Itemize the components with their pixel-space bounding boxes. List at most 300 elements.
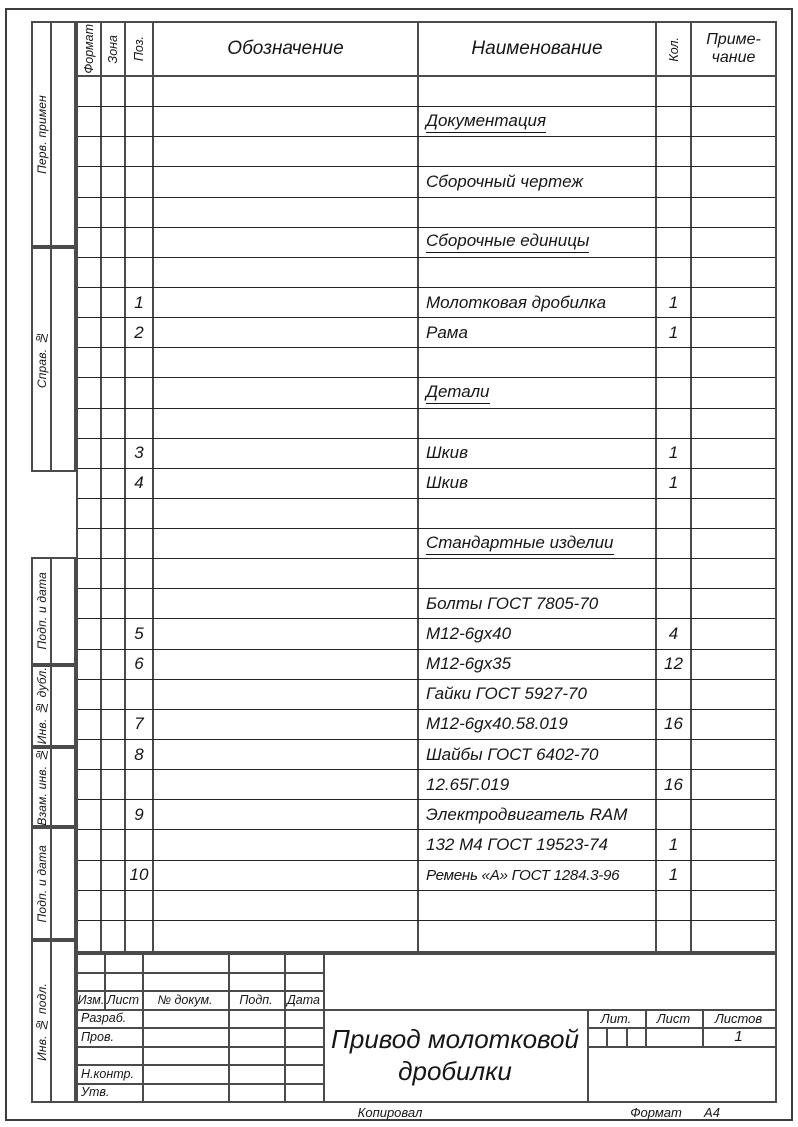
cell-zone xyxy=(102,921,126,951)
sidebar-box-7 xyxy=(31,940,76,1103)
rev-header-podp xyxy=(228,990,284,1009)
cell-designation xyxy=(154,770,419,799)
cell-note xyxy=(692,439,775,468)
pos-text: 6 xyxy=(134,654,144,674)
qty-text: 16 xyxy=(664,714,683,734)
cell-note xyxy=(692,650,775,679)
cell-designation xyxy=(154,619,419,648)
sidebar-label: Подп. и дата xyxy=(34,844,49,923)
cell-note xyxy=(692,167,775,196)
pos-text: 2 xyxy=(134,322,144,342)
cell-pos xyxy=(126,348,154,377)
cell-zone xyxy=(102,198,126,227)
cell-zone xyxy=(102,439,126,468)
sheet-header xyxy=(645,1009,702,1027)
cell-qty xyxy=(657,921,692,951)
cell-qty xyxy=(657,469,692,498)
cell-designation xyxy=(154,167,419,196)
cell-pos xyxy=(126,710,154,739)
cell-designation xyxy=(154,258,419,287)
cell-pos xyxy=(126,680,154,709)
cell-format xyxy=(78,830,102,859)
column-header-zone: Зона xyxy=(106,34,120,64)
lit-header-text: Лит. xyxy=(600,1010,632,1026)
sidebar-box-4 xyxy=(31,665,76,747)
qty-text: 4 xyxy=(668,624,679,644)
cell-name xyxy=(419,439,657,468)
cell-name xyxy=(419,861,657,890)
spec-row-19 xyxy=(78,619,775,649)
cell-qty xyxy=(657,800,692,829)
cell-qty xyxy=(657,258,692,287)
cell-pos xyxy=(126,258,154,287)
name-text: Молотковая дробилка xyxy=(426,292,607,312)
column-header-pos-cell xyxy=(126,23,154,75)
cell-zone xyxy=(102,499,126,528)
spec-row-21 xyxy=(78,680,775,710)
cell-format xyxy=(78,680,102,709)
rev-header-izm xyxy=(78,990,104,1009)
cell-zone xyxy=(102,800,126,829)
sidebar-box-2 xyxy=(31,247,76,472)
cell-name xyxy=(419,619,657,648)
cell-name xyxy=(419,288,657,317)
pos-text: 4 xyxy=(134,473,144,493)
spec-row-20 xyxy=(78,650,775,680)
cell-pos xyxy=(126,439,154,468)
cell-note xyxy=(692,499,775,528)
cell-note xyxy=(692,619,775,648)
cell-designation xyxy=(154,800,419,829)
cell-pos xyxy=(126,228,154,257)
cell-zone xyxy=(102,137,126,166)
cell-pos xyxy=(126,559,154,588)
column-header-pos: Поз. xyxy=(132,36,146,62)
rev-header-docnum xyxy=(142,990,228,1009)
cell-zone xyxy=(102,619,126,648)
spec-row-6 xyxy=(78,228,775,258)
spec-row-2 xyxy=(78,107,775,137)
cell-format xyxy=(78,589,102,618)
cell-note xyxy=(692,288,775,317)
spec-row-7 xyxy=(78,258,775,288)
cell-name xyxy=(419,800,657,829)
cell-note xyxy=(692,348,775,377)
table-header-row xyxy=(78,23,775,77)
cell-qty xyxy=(657,529,692,558)
cell-designation xyxy=(154,891,419,920)
cell-format xyxy=(78,107,102,136)
cell-note xyxy=(692,680,775,709)
column-header-zone-cell xyxy=(102,23,126,75)
spec-row-29 xyxy=(78,921,775,951)
title-block xyxy=(76,953,777,1103)
spec-row-22 xyxy=(78,710,775,740)
cell-pos xyxy=(126,288,154,317)
pos-text: 10 xyxy=(129,865,149,885)
cell-zone xyxy=(102,348,126,377)
column-header-qty: Кол. xyxy=(666,36,681,62)
spec-row-28 xyxy=(78,891,775,921)
cell-qty xyxy=(657,107,692,136)
format-value xyxy=(696,1104,728,1120)
cell-note xyxy=(692,861,775,890)
cell-designation xyxy=(154,529,419,558)
cell-format xyxy=(78,77,102,106)
spec-row-13 xyxy=(78,439,775,469)
cell-format xyxy=(78,710,102,739)
spec-row-12 xyxy=(78,409,775,439)
pos-text: 7 xyxy=(134,714,144,734)
name-text: Шкив xyxy=(426,473,469,493)
sheets-count-value: 1 xyxy=(734,1028,743,1045)
name-text: Стандартные изделии xyxy=(426,533,614,555)
format-label-text: Формат xyxy=(630,1104,682,1120)
cell-format xyxy=(78,740,102,769)
cell-name xyxy=(419,348,657,377)
cell-designation xyxy=(154,378,419,407)
spec-row-24 xyxy=(78,770,775,800)
cell-zone xyxy=(102,258,126,287)
cell-qty xyxy=(657,409,692,438)
cell-format xyxy=(78,891,102,920)
rev-header-podp-text: Подп. xyxy=(239,992,273,1007)
cell-designation xyxy=(154,710,419,739)
sidebar-label-column xyxy=(33,559,52,663)
sig-label-utv xyxy=(78,1083,142,1101)
sidebar-label: Справ. № xyxy=(34,330,49,389)
cell-pos xyxy=(126,409,154,438)
cell-qty xyxy=(657,680,692,709)
cell-qty xyxy=(657,740,692,769)
cell-format xyxy=(78,258,102,287)
cell-designation xyxy=(154,559,419,588)
spec-row-1 xyxy=(78,77,775,107)
cell-format xyxy=(78,409,102,438)
sig-label-prov-text: Пров. xyxy=(81,1029,114,1044)
cell-zone xyxy=(102,861,126,890)
cell-qty xyxy=(657,318,692,347)
cell-note xyxy=(692,77,775,106)
document-title-line1: Привод молотковой xyxy=(331,1023,579,1054)
cell-name xyxy=(419,469,657,498)
qty-text: 16 xyxy=(664,774,683,794)
pos-text: 8 xyxy=(134,744,144,764)
cell-format xyxy=(78,167,102,196)
cell-pos xyxy=(126,861,154,890)
cell-note xyxy=(692,469,775,498)
cell-note xyxy=(692,589,775,618)
cell-format xyxy=(78,921,102,951)
cell-note xyxy=(692,800,775,829)
cell-name xyxy=(419,137,657,166)
cell-qty xyxy=(657,499,692,528)
qty-text: 1 xyxy=(668,292,679,312)
cell-designation xyxy=(154,650,419,679)
cell-designation xyxy=(154,318,419,347)
copied-label-text: Копировал xyxy=(357,1104,423,1120)
cell-pos xyxy=(126,77,154,106)
sheets-header-text: Листов xyxy=(714,1010,763,1026)
cell-name xyxy=(419,198,657,227)
spec-row-26 xyxy=(78,830,775,860)
rev-header-izm-text: Изм. xyxy=(77,992,105,1007)
cell-pos xyxy=(126,137,154,166)
sidebar-box-6 xyxy=(31,827,76,940)
cell-qty xyxy=(657,348,692,377)
cell-designation xyxy=(154,589,419,618)
name-text: Сборочные единицы xyxy=(426,231,589,253)
cell-format xyxy=(78,378,102,407)
cell-name xyxy=(419,559,657,588)
sidebar-label-column xyxy=(33,942,52,1101)
sig-label-razrab xyxy=(78,1009,142,1027)
spec-row-5 xyxy=(78,198,775,228)
sidebar-label-column xyxy=(33,749,52,825)
cell-note xyxy=(692,228,775,257)
cell-pos xyxy=(126,891,154,920)
cell-qty xyxy=(657,288,692,317)
cell-zone xyxy=(102,469,126,498)
spec-row-23 xyxy=(78,740,775,770)
cell-format xyxy=(78,288,102,317)
rev-header-data-text: Дата xyxy=(287,992,320,1007)
column-header-qty-cell xyxy=(657,23,692,75)
cell-qty xyxy=(657,710,692,739)
cell-zone xyxy=(102,228,126,257)
qty-text: 1 xyxy=(668,473,679,493)
name-text: Рама xyxy=(426,322,468,342)
cell-zone xyxy=(102,770,126,799)
cell-pos xyxy=(126,469,154,498)
cell-note xyxy=(692,830,775,859)
cell-designation xyxy=(154,921,419,951)
cell-name xyxy=(419,589,657,618)
cell-format xyxy=(78,469,102,498)
cell-pos xyxy=(126,107,154,136)
cell-name xyxy=(419,258,657,287)
cell-qty xyxy=(657,559,692,588)
cell-designation xyxy=(154,680,419,709)
cell-designation xyxy=(154,228,419,257)
column-header-name-cell xyxy=(419,23,657,75)
cell-zone xyxy=(102,107,126,136)
sidebar-box-3 xyxy=(31,557,76,665)
cell-designation xyxy=(154,409,419,438)
cell-pos xyxy=(126,830,154,859)
cell-zone xyxy=(102,710,126,739)
cell-pos xyxy=(126,198,154,227)
sidebar-label-column xyxy=(33,23,52,245)
cell-pos xyxy=(126,619,154,648)
column-header-format-cell xyxy=(78,23,102,75)
cell-pos xyxy=(126,167,154,196)
cell-name xyxy=(419,167,657,196)
cell-format xyxy=(78,228,102,257)
cell-pos xyxy=(126,921,154,951)
cell-note xyxy=(692,770,775,799)
cell-zone xyxy=(102,891,126,920)
cell-qty xyxy=(657,619,692,648)
qty-text: 1 xyxy=(668,322,679,342)
name-text: 132 М4 ГОСТ 19523-74 xyxy=(426,835,608,854)
column-header-name: Наименование xyxy=(471,38,603,59)
copied-label xyxy=(330,1104,450,1120)
title-block-divider xyxy=(587,1046,775,1048)
document-title xyxy=(323,1009,587,1101)
cell-pos xyxy=(126,378,154,407)
pos-text: 1 xyxy=(134,292,144,312)
sidebar-label-column xyxy=(33,667,52,745)
cell-name xyxy=(419,77,657,106)
cell-name xyxy=(419,891,657,920)
cell-zone xyxy=(102,650,126,679)
cell-qty xyxy=(657,770,692,799)
cell-qty xyxy=(657,77,692,106)
format-value-text: А4 xyxy=(704,1104,720,1120)
qty-text: 12 xyxy=(664,654,683,674)
specification-table xyxy=(76,21,777,953)
spec-row-18 xyxy=(78,589,775,619)
sidebar-label: Инв. № подл. xyxy=(34,982,49,1061)
sidebar-label-column xyxy=(33,829,52,938)
cell-pos xyxy=(126,529,154,558)
cell-format xyxy=(78,861,102,890)
cell-designation xyxy=(154,499,419,528)
rev-header-list-text: Лист xyxy=(106,992,140,1007)
cell-name xyxy=(419,830,657,859)
cell-note xyxy=(692,559,775,588)
cell-zone xyxy=(102,830,126,859)
sheet-header-text: Лист xyxy=(656,1010,691,1026)
title-block-divider xyxy=(78,972,323,974)
sidebar-label: Инв. № дубл. xyxy=(34,667,49,745)
cell-note xyxy=(692,740,775,769)
cell-name xyxy=(419,499,657,528)
cell-designation xyxy=(154,740,419,769)
sidebar-label: Подп. и дата xyxy=(34,572,49,650)
column-header-designation: Обозначение xyxy=(227,38,344,59)
cell-qty xyxy=(657,167,692,196)
pos-text: 9 xyxy=(134,804,144,824)
cell-zone xyxy=(102,740,126,769)
name-text: Сборочный чертеж xyxy=(426,171,584,191)
cell-designation xyxy=(154,830,419,859)
cell-note xyxy=(692,409,775,438)
cell-qty xyxy=(657,861,692,890)
cell-zone xyxy=(102,167,126,196)
cell-format xyxy=(78,198,102,227)
cell-designation xyxy=(154,77,419,106)
cell-note xyxy=(692,107,775,136)
spec-row-9 xyxy=(78,318,775,348)
sheets-header xyxy=(702,1009,775,1027)
name-text: Шайбы ГОСТ 6402-70 xyxy=(426,744,599,764)
sig-label-utv-text: Утв. xyxy=(81,1085,110,1099)
qty-text: 1 xyxy=(668,865,679,885)
cell-note xyxy=(692,529,775,558)
cell-format xyxy=(78,318,102,347)
cell-format xyxy=(78,650,102,679)
spec-row-25 xyxy=(78,800,775,830)
cell-qty xyxy=(657,650,692,679)
cell-format xyxy=(78,529,102,558)
cell-name xyxy=(419,378,657,407)
name-text: Шкив xyxy=(426,443,469,463)
cell-name xyxy=(419,529,657,558)
cell-name xyxy=(419,740,657,769)
cell-pos xyxy=(126,740,154,769)
name-text: М12-6gх35 xyxy=(426,654,512,674)
cell-note xyxy=(692,137,775,166)
cell-note xyxy=(692,891,775,920)
cell-qty xyxy=(657,830,692,859)
cell-designation xyxy=(154,439,419,468)
cell-format xyxy=(78,348,102,377)
cell-name xyxy=(419,921,657,951)
cell-designation xyxy=(154,107,419,136)
cell-designation xyxy=(154,861,419,890)
sidebar-label: Взам. инв. № xyxy=(34,748,49,826)
cell-format xyxy=(78,137,102,166)
cell-qty xyxy=(657,589,692,618)
cell-format xyxy=(78,619,102,648)
spec-row-17 xyxy=(78,559,775,589)
cell-pos xyxy=(126,589,154,618)
name-text: Электродвигатель RAM xyxy=(426,804,628,824)
name-text: М12-6gх40.58.019 xyxy=(426,714,568,734)
format-label xyxy=(620,1104,692,1120)
cell-pos xyxy=(126,770,154,799)
rev-header-data xyxy=(284,990,323,1009)
sig-label-blank xyxy=(78,1046,142,1064)
cell-format xyxy=(78,800,102,829)
cell-qty xyxy=(657,198,692,227)
title-block-divider xyxy=(606,1027,608,1046)
cell-note xyxy=(692,921,775,951)
cell-name xyxy=(419,710,657,739)
sig-label-nkontr-text: Н.контр. xyxy=(81,1066,134,1081)
column-header-note-line2: чание xyxy=(711,49,756,66)
pos-text: 3 xyxy=(134,443,144,463)
name-text: Гайки ГОСТ 5927-70 xyxy=(426,684,587,704)
cell-qty xyxy=(657,378,692,407)
sidebar-label-column xyxy=(33,249,52,470)
cell-designation xyxy=(154,137,419,166)
sig-label-nkontr xyxy=(78,1064,142,1083)
cell-name xyxy=(419,650,657,679)
spec-row-8 xyxy=(78,288,775,318)
table-body xyxy=(78,77,775,951)
cell-zone xyxy=(102,288,126,317)
column-header-note-cell xyxy=(692,23,775,75)
cell-pos xyxy=(126,650,154,679)
title-block-divider xyxy=(626,1027,628,1046)
spec-row-14 xyxy=(78,469,775,499)
name-text: М12-6gх40 xyxy=(426,624,512,644)
cell-note xyxy=(692,318,775,347)
qty-text: 1 xyxy=(668,835,679,854)
name-text: 12.65Г.019 xyxy=(426,774,510,794)
name-text: Болты ГОСТ 7805-70 xyxy=(426,593,599,613)
spec-row-15 xyxy=(78,499,775,529)
spec-row-16 xyxy=(78,529,775,559)
cell-name xyxy=(419,409,657,438)
lit-header xyxy=(587,1009,645,1027)
cell-note xyxy=(692,258,775,287)
spec-row-4 xyxy=(78,167,775,197)
spec-row-27 xyxy=(78,861,775,891)
